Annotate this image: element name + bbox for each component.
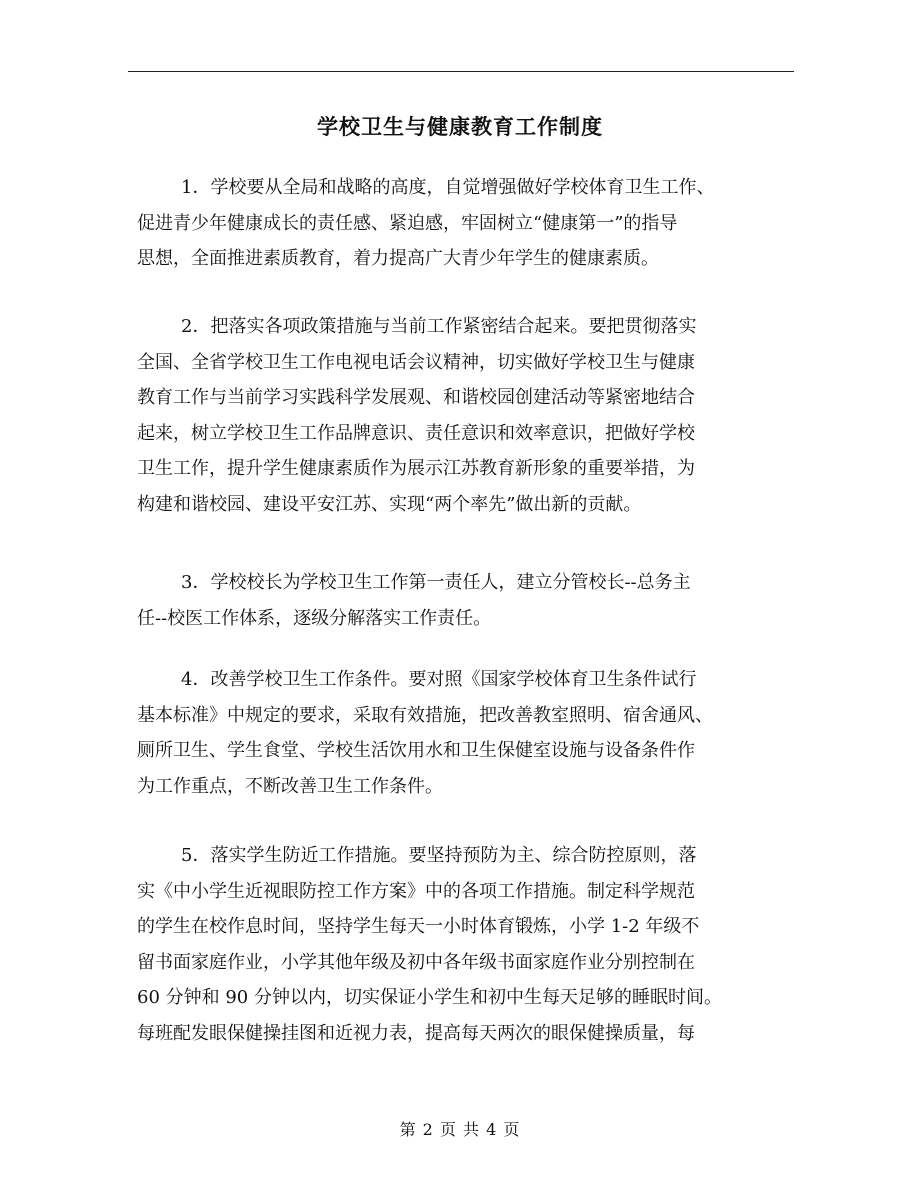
document-title: 学校卫生与健康教育工作制度	[317, 114, 603, 139]
paragraph-line: 基本标准》中规定的要求，采取有效措施，把改善教室照明、宿舍通风、	[137, 704, 713, 726]
paragraph-line: 构建和谐校园、建设平安江苏、实现“两个率先”做出新的贡献。	[137, 493, 642, 515]
paragraph-line: 全国、全省学校卫生工作电视电话会议精神，切实做好学校卫生与健康	[137, 351, 695, 373]
paragraph-line: 教育工作与当前学习实践科学发展观、和谐校园创建活动等紧密地结合	[137, 387, 695, 408]
paragraph-line: 的学生在校作息时间，坚持学生每天一小时体育锻炼，小学 1-2 年级不	[137, 916, 700, 937]
paragraph-line: 实《中小学生近视眼防控工作方案》中的各项工作措施。制定科学规范	[137, 880, 695, 902]
paragraph-3	[137, 565, 797, 636]
paragraph-line: 思想，全面推进素质教育，着力提高广大青少年学生的健康素质。	[137, 248, 659, 269]
paragraph-line: 5．落实学生防近工作措施。要坚持预防为主、综合防控原则，落	[181, 845, 697, 866]
paragraph-line: 3．学校校长为学校卫生工作第一责任人，建立分管校长--总务主	[181, 572, 691, 593]
paragraph-line: 每班配发眼保健操挂图和近视力表，提高每天两次的眼保健操质量，每	[137, 1022, 695, 1044]
paragraph-line: 2．把落实各项政策措施与当前工作紧密结合起来。要把贯彻落实	[181, 316, 697, 337]
paragraph-line: 起来，树立学校卫生工作品牌意识、责任意识和效率意识，把做好学校	[137, 422, 695, 444]
paragraph-5	[137, 838, 797, 1051]
paragraph-2	[137, 309, 797, 522]
paragraph-line: 为工作重点，不断改善卫生工作条件。	[137, 775, 443, 797]
page-number-footer: 第 2 页 共 4 页	[399, 1120, 521, 1139]
paragraph-1	[137, 170, 797, 277]
paragraph-4	[137, 662, 797, 804]
header-rule	[128, 71, 794, 72]
paragraph-line: 任--校医工作体系，逐级分解落实工作责任。	[137, 607, 492, 629]
paragraph-line: 促进青少年健康成长的责任感、紧迫感，牢固树立“健康第一”的指导	[137, 212, 678, 234]
paragraph-line: 厕所卫生、学生食堂、学校生活饮用水和卫生保健室设施与设备条件作	[137, 740, 695, 761]
paragraph-line: 卫生工作，提升学生健康素质作为展示江苏教育新形象的重要举措，为	[137, 458, 695, 479]
paragraph-line: 4．改善学校卫生工作条件。要对照《国家学校体育卫生条件试行	[181, 669, 697, 690]
paragraph-line: 60 分钟和 90 分钟以内，切实保证小学生和初中生每天足够的睡眠时间。	[137, 987, 722, 1008]
paragraph-line: 1．学校要从全局和战略的高度，自觉增强做好学校体育卫生工作、	[181, 177, 715, 198]
paragraph-line: 留书面家庭作业，小学其他年级及初中各年级书面家庭作业分别控制在	[137, 951, 695, 973]
